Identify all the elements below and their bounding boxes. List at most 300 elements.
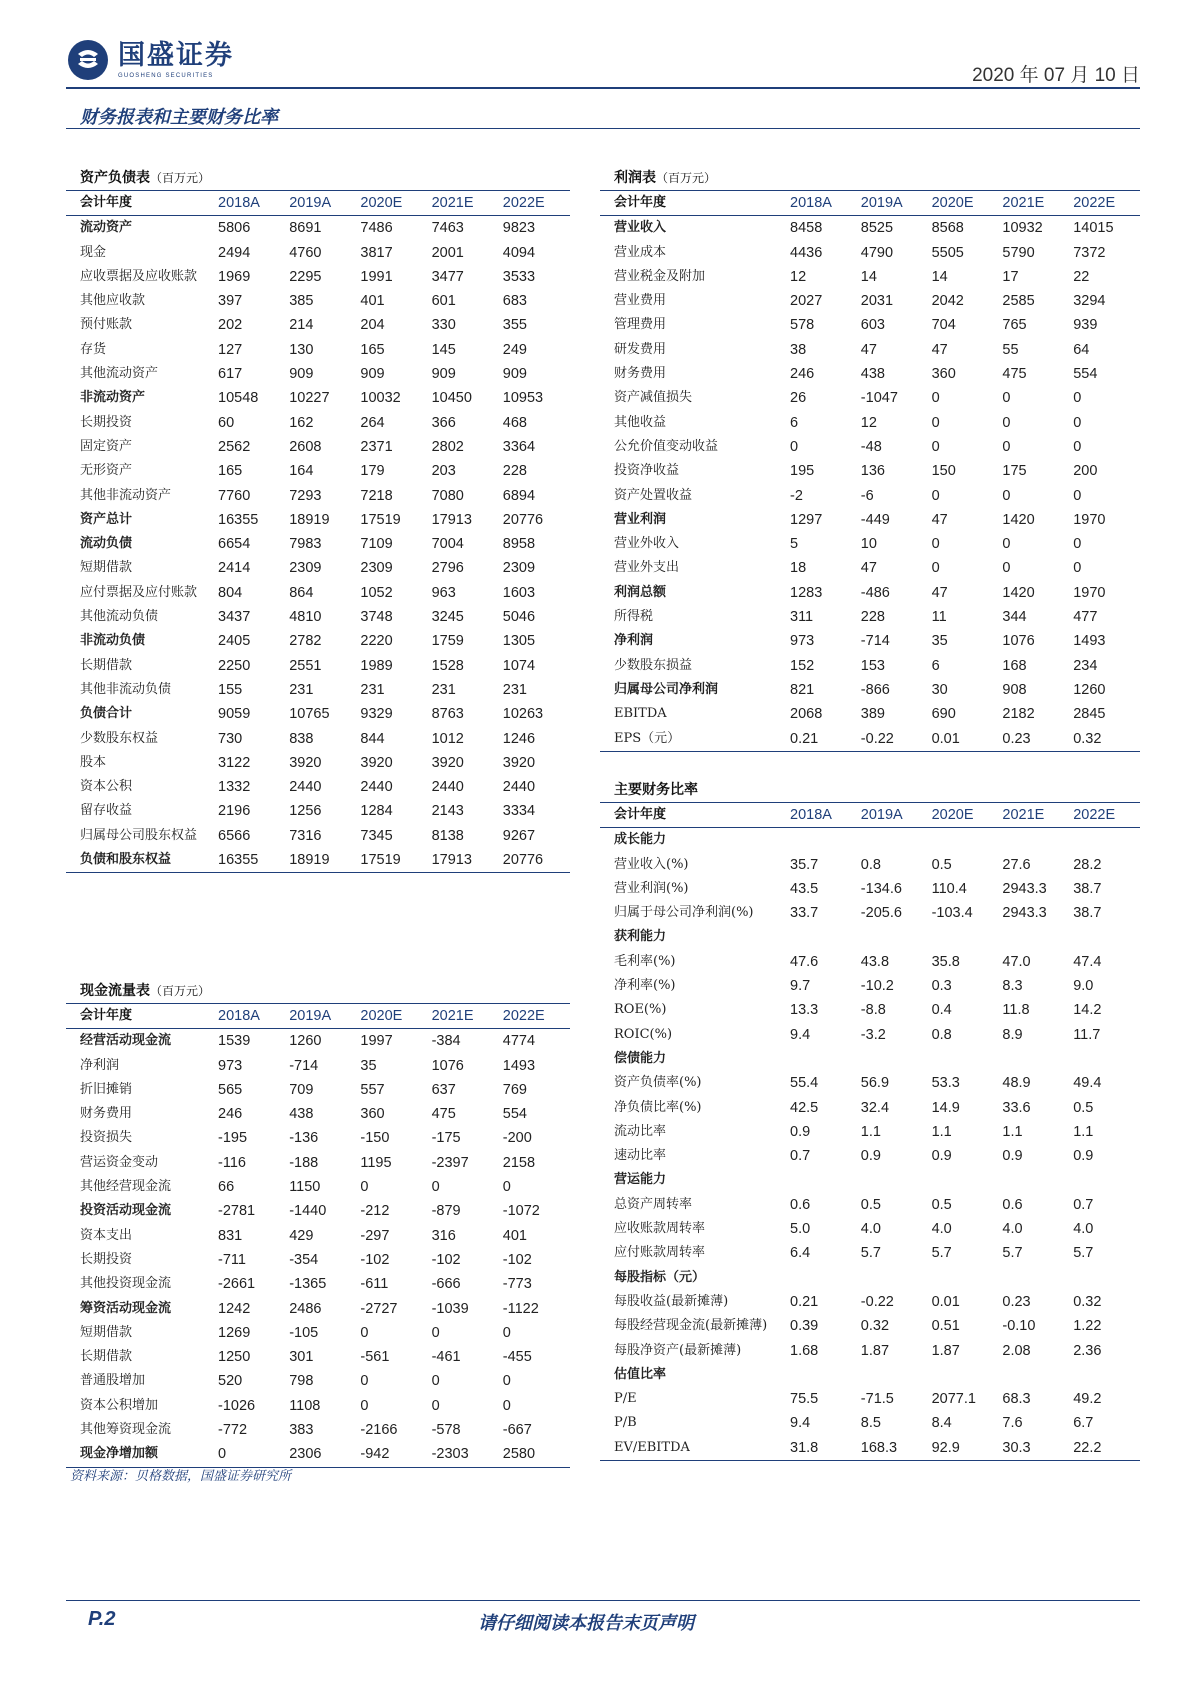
year-header: 2021E (431, 1008, 474, 1024)
table-cell: 0 (1002, 487, 1011, 504)
row-label: 利润总额 (614, 584, 667, 600)
row-label: 折旧摊销 (80, 1081, 133, 1097)
table-cell: -2397 (431, 1154, 469, 1171)
table-cell: 0 (1073, 438, 1082, 455)
table-cell: 165 (360, 341, 385, 358)
table-cell: 838 (289, 730, 314, 747)
table-cell: 47 (860, 341, 877, 358)
table-cell: 3817 (360, 244, 393, 261)
table-cell: 6566 (218, 827, 251, 844)
table-cell (928, 925, 999, 949)
table-cell: 20776 (502, 511, 544, 528)
table-cell (928, 1266, 999, 1290)
footer-disclaimer: 请仔细阅读本报告末页声明 (478, 1613, 694, 1634)
page-number: P.2 (88, 1608, 116, 1630)
table-cell (998, 1266, 1069, 1290)
table-cell: 12 (860, 414, 877, 431)
table-row (600, 998, 1140, 1022)
table-cell: -8.8 (860, 1002, 886, 1019)
table-cell: 475 (431, 1106, 456, 1123)
table-cell: 0 (1073, 414, 1082, 431)
table-cell: 0.6 (790, 1196, 811, 1213)
table-cell: 214 (289, 317, 314, 334)
table-cell: 3437 (218, 609, 251, 626)
row-label: 现金净增加额 (80, 1446, 159, 1462)
table-row (66, 1321, 570, 1345)
table-cell: 2845 (1073, 706, 1106, 723)
table-cell (786, 1168, 857, 1192)
row-label: 管理费用 (614, 317, 667, 333)
table-cell: -188 (289, 1154, 319, 1171)
table-cell: 110.4 (931, 880, 967, 897)
table-cell: -1122 (502, 1300, 539, 1317)
table-cell: 1759 (431, 633, 464, 650)
table-cell: 0.51 (931, 1318, 960, 1335)
table-cell: 55.4 (790, 1075, 819, 1092)
logo-chinese-name: 国盛证券 (118, 40, 234, 71)
row-label: 每股收益(最新摊薄) (614, 1293, 729, 1309)
row-label: 预付账款 (80, 317, 133, 333)
table-cell: 203 (431, 463, 456, 480)
table-cell: 5.0 (790, 1221, 811, 1238)
table-cell: 1420 (1002, 584, 1035, 601)
table-cell: 10263 (502, 706, 544, 723)
table-cell: 26 (790, 390, 807, 407)
table-cell: -195 (218, 1130, 248, 1147)
footer-divider (66, 1600, 1140, 1601)
table-row (600, 459, 1140, 483)
table-cell: 47 (931, 584, 948, 601)
table-cell: 228 (502, 463, 527, 480)
table-cell: 2562 (218, 438, 251, 455)
year-header: 2019A (860, 195, 903, 211)
table-row (66, 508, 570, 532)
table-cell: 17913 (431, 852, 472, 869)
table-cell: -0.22 (860, 1293, 894, 1310)
table-cell: 10765 (289, 706, 330, 723)
table-cell: 8.4 (931, 1415, 952, 1432)
table-cell: 1246 (502, 730, 536, 747)
table-cell: 4.0 (931, 1221, 952, 1238)
row-label: 归属母公司股东权益 (80, 827, 198, 843)
row-label: 其他经营现金流 (80, 1179, 172, 1195)
table-header-row (66, 191, 570, 216)
row-label: 负债合计 (80, 706, 133, 722)
table-cell: 5.7 (1002, 1245, 1023, 1262)
row-label: 其他非流动资产 (80, 487, 172, 503)
table-cell: 0.21 (790, 1293, 819, 1310)
table-cell: -71.5 (860, 1391, 894, 1408)
table-cell: 0.5 (1073, 1099, 1094, 1116)
table-cell: 66 (218, 1179, 235, 1196)
table-cell: 1256 (289, 803, 322, 820)
year-header: 2022E (502, 195, 545, 211)
table-cell: 7345 (360, 827, 393, 844)
table-row (66, 411, 570, 435)
table-cell: 973 (218, 1057, 243, 1074)
table-cell: -2781 (218, 1203, 256, 1220)
table-cell: 601 (431, 293, 456, 310)
table-row (66, 556, 570, 580)
table-cell: 10032 (360, 390, 401, 407)
table-cell: 16355 (218, 852, 259, 869)
table-cell: 3294 (1073, 293, 1106, 310)
table-cell: 3920 (360, 754, 393, 771)
table-row (66, 1126, 570, 1150)
table-cell: 3920 (289, 754, 322, 771)
year-header: 2021E (431, 195, 474, 211)
row-label: 其他收益 (614, 414, 667, 430)
table-cell: 578 (790, 317, 815, 334)
table-row (600, 1339, 1140, 1363)
table-row (600, 362, 1140, 386)
table-cell: 1074 (502, 657, 536, 674)
table-cell: 1332 (218, 779, 251, 796)
table-cell: 47.6 (790, 953, 819, 970)
row-label: 营业税金及附加 (614, 268, 706, 284)
income-statement-title: 利润表（百万元） (614, 170, 717, 186)
table-cell: -10.2 (860, 978, 894, 995)
year-header: 2019A (289, 1008, 332, 1024)
row-label: 资本支出 (80, 1227, 133, 1243)
table-cell: 20776 (502, 852, 544, 869)
table-cell: 10548 (218, 390, 259, 407)
table-cell: 3477 (431, 268, 464, 285)
table-cell: 2608 (289, 438, 322, 455)
table-cell: 9.0 (1073, 978, 1094, 995)
table-cell: 9.7 (790, 978, 811, 995)
table-cell: 821 (790, 681, 815, 698)
table-cell: 130 (289, 341, 314, 358)
table-cell: 204 (360, 317, 385, 334)
table-cell: 3245 (431, 609, 464, 626)
table-cell: 4.0 (1002, 1221, 1023, 1238)
table-cell: 1297 (790, 511, 823, 528)
row-label: 每股净资产(最新摊薄) (614, 1342, 742, 1358)
header-label: 会计年度 (614, 807, 667, 822)
table-cell: 0 (431, 1324, 440, 1341)
table-cell: -136 (289, 1130, 319, 1147)
table-cell: 2440 (431, 779, 464, 796)
table-row (66, 1054, 570, 1078)
row-label: 研发费用 (614, 341, 667, 357)
table-cell: -2303 (431, 1446, 469, 1463)
table-cell: 2027 (790, 293, 823, 310)
table-cell: 0 (502, 1397, 511, 1414)
table-cell (786, 1047, 857, 1071)
table-cell: 0 (931, 390, 940, 407)
table-cell: 554 (502, 1106, 527, 1123)
row-label: 总资产周转率 (614, 1196, 693, 1212)
year-header: 2020E (931, 807, 974, 823)
table-cell: 1.87 (931, 1342, 960, 1359)
row-label: 少数股东权益 (80, 730, 159, 746)
table-cell: 2001 (431, 244, 464, 261)
table-cell (786, 1266, 857, 1290)
table-cell: 603 (860, 317, 885, 334)
row-label: 所得税 (614, 609, 654, 625)
table-cell: 2943.3 (1002, 880, 1047, 897)
table-cell: 18919 (289, 511, 330, 528)
table-cell: 35 (360, 1057, 377, 1074)
table-cell: 38 (790, 341, 807, 358)
table-cell: 1076 (1002, 633, 1035, 650)
table-cell: 0 (360, 1373, 369, 1390)
table-cell (857, 1047, 928, 1071)
year-header: 2021E (1002, 195, 1045, 211)
row-label: 速动比率 (614, 1148, 667, 1164)
table-cell: -2166 (360, 1422, 398, 1439)
table-cell: 6654 (218, 536, 251, 553)
row-label: 财务费用 (80, 1106, 133, 1122)
row-label: 其他流动负债 (80, 609, 159, 625)
table-row (600, 605, 1140, 629)
table-cell: -205.6 (860, 905, 902, 922)
table-cell: 4774 (502, 1033, 536, 1050)
row-label: 营运资金变动 (80, 1154, 159, 1170)
table-cell: 1260 (1073, 681, 1106, 698)
table-cell: 8.9 (1002, 1026, 1023, 1043)
table-cell (1069, 828, 1140, 853)
table-cell: 2306 (289, 1446, 322, 1463)
table-row (600, 1168, 1140, 1192)
table-row (66, 265, 570, 289)
table-row (600, 1266, 1140, 1290)
table-cell: 0 (931, 560, 940, 577)
table-cell: 0.7 (1073, 1196, 1094, 1213)
table-cell: 316 (431, 1227, 456, 1244)
table-cell: 43.8 (860, 953, 890, 970)
table-cell: 0 (931, 487, 940, 504)
table-cell: 10227 (289, 390, 330, 407)
table-row (600, 1290, 1140, 1314)
table-cell: 127 (218, 341, 243, 358)
table-row (66, 751, 570, 775)
table-cell: 765 (1002, 317, 1027, 334)
table-header-row (66, 1004, 570, 1029)
table-row (600, 556, 1140, 580)
table-row (600, 950, 1140, 974)
table-cell: 355 (502, 317, 527, 334)
table-cell: -667 (502, 1422, 532, 1439)
table-cell: 47 (860, 560, 877, 577)
table-row (600, 265, 1140, 289)
table-cell: 704 (931, 317, 956, 334)
table-row (600, 386, 1140, 410)
table-cell: 3920 (502, 754, 536, 771)
table-cell: 4436 (790, 244, 823, 261)
table-cell: 3364 (502, 438, 536, 455)
table-cell: 909 (502, 366, 527, 383)
data-source-note: 资料来源：贝格数据，国盛证券研究所 (70, 1469, 292, 1484)
table-cell: 0.7 (790, 1148, 811, 1165)
table-cell: 909 (360, 366, 385, 383)
table-cell: -866 (860, 681, 890, 698)
table-cell: 0.23 (1002, 1293, 1031, 1310)
table-cell: 155 (218, 681, 243, 698)
table-cell: -103.4 (931, 905, 973, 922)
table-cell: 175 (1002, 463, 1027, 480)
table-cell: 49.4 (1073, 1075, 1102, 1092)
table-row (66, 289, 570, 313)
table-cell: 385 (289, 293, 314, 310)
table-cell: 565 (218, 1081, 243, 1098)
table-cell: 1250 (218, 1349, 251, 1366)
row-label: 营业利润(%) (614, 880, 689, 896)
table-cell (998, 1363, 1069, 1387)
table-row (66, 581, 570, 605)
table-cell: 831 (218, 1227, 243, 1244)
table-row (66, 435, 570, 459)
row-label: 流动负债 (80, 536, 133, 552)
table-cell: 0 (931, 536, 940, 553)
table-cell: 10932 (1002, 220, 1043, 237)
year-header: 2020E (360, 195, 403, 211)
table-cell: 1260 (289, 1033, 322, 1050)
table-cell: -200 (502, 1130, 532, 1147)
row-label: 每股经营现金流(最新摊薄) (614, 1318, 768, 1334)
table-cell: 360 (360, 1106, 385, 1123)
table-cell: 0 (1073, 560, 1082, 577)
table-cell: 2796 (431, 560, 464, 577)
table-cell: 2250 (218, 657, 251, 674)
table-cell: 42.5 (790, 1099, 819, 1116)
table-cell: 8763 (431, 706, 464, 723)
table-cell: 35 (931, 633, 948, 650)
table-cell: 168 (1002, 657, 1027, 674)
table-cell: 47.4 (1073, 953, 1102, 970)
section-divider (66, 128, 1140, 129)
table-cell: 1493 (502, 1057, 536, 1074)
table-cell: 0.8 (860, 856, 881, 873)
table-row (66, 727, 570, 751)
table-row (600, 1363, 1140, 1387)
table-cell: -2 (790, 487, 803, 504)
table-cell (1069, 1047, 1140, 1071)
table-cell: -102 (431, 1251, 461, 1268)
table-cell: 33.6 (1002, 1099, 1031, 1116)
table-cell: 0 (1073, 390, 1082, 407)
table-cell: -102 (360, 1251, 390, 1268)
table-cell: 2309 (289, 560, 322, 577)
table-cell: 2031 (860, 293, 894, 310)
table-cell: -212 (360, 1203, 390, 1220)
table-cell: 844 (360, 730, 385, 747)
table-cell: 1.1 (1073, 1123, 1094, 1140)
table-cell: 438 (289, 1106, 314, 1123)
table-cell: -6 (860, 487, 874, 504)
table-cell: 0 (360, 1397, 369, 1414)
table-cell: 8525 (860, 220, 894, 237)
table-cell: 0.32 (1073, 1293, 1102, 1310)
row-label: 少数股东损益 (614, 657, 693, 673)
table-cell (857, 1266, 928, 1290)
table-row (66, 824, 570, 848)
table-cell: -150 (360, 1130, 390, 1147)
table-row (600, 925, 1140, 949)
table-cell: -297 (360, 1227, 390, 1244)
table-cell: 0.4 (931, 1002, 952, 1019)
table-cell: 1108 (289, 1397, 321, 1414)
table-cell: -772 (218, 1422, 248, 1439)
table-cell: 33.7 (790, 905, 819, 922)
table-cell: 2580 (502, 1446, 536, 1463)
table-cell: 9.4 (790, 1026, 811, 1043)
table-cell: 637 (431, 1081, 456, 1098)
table-cell: 150 (931, 463, 956, 480)
table-cell: 0 (1002, 414, 1011, 431)
table-cell: -0.10 (1002, 1318, 1036, 1335)
table-cell: 2.36 (1073, 1342, 1102, 1359)
table-cell: 10953 (502, 390, 544, 407)
row-label: 长期投资 (80, 1251, 133, 1267)
table-cell: 4.0 (1073, 1221, 1094, 1238)
row-label: 其他筹资现金流 (80, 1422, 172, 1438)
table-cell: -666 (431, 1276, 461, 1293)
table-cell: 55 (1002, 341, 1019, 358)
table-cell: 8958 (502, 536, 536, 553)
table-cell: 5 (790, 536, 799, 553)
table-cell: 2494 (218, 244, 251, 261)
row-label: P/B (614, 1415, 637, 1431)
row-label: 归属于母公司净利润(%) (614, 905, 754, 921)
table-cell (1069, 925, 1140, 949)
table-cell: 0 (1002, 438, 1011, 455)
table-cell: 53.3 (931, 1075, 960, 1092)
table-cell (998, 1168, 1069, 1192)
table-cell (928, 1047, 999, 1071)
table-cell: 28.2 (1073, 856, 1102, 873)
row-label: 营运能力 (614, 1172, 667, 1188)
row-label: 长期借款 (80, 657, 133, 673)
table-row (66, 1175, 570, 1199)
row-label: 留存收益 (80, 803, 133, 819)
table-cell: -384 (431, 1033, 461, 1050)
row-label: 流动资产 (80, 220, 133, 236)
table-cell: -116 (218, 1154, 246, 1171)
table-cell: 2782 (289, 633, 322, 650)
table-cell: 0.32 (860, 1318, 890, 1335)
row-label: 公允价值变动收益 (614, 438, 719, 454)
row-label: 投资净收益 (614, 463, 680, 479)
table-cell: -134.6 (860, 880, 902, 897)
table-cell: 1970 (1073, 584, 1106, 601)
table-row (600, 877, 1140, 901)
row-label: 非流动负债 (80, 633, 146, 649)
table-cell: 246 (790, 366, 815, 383)
table-cell: 8691 (289, 220, 322, 237)
table-cell: 0 (1002, 536, 1011, 553)
row-label: 应收票据及应收账款 (80, 268, 198, 284)
report-date: 2020 年 07 月 10 日 (972, 65, 1140, 86)
table-cell: 557 (360, 1081, 385, 1098)
table-cell: 0.6 (1002, 1196, 1023, 1213)
table-cell: 2309 (360, 560, 393, 577)
table-cell: 1305 (502, 633, 536, 650)
header-divider (66, 87, 1140, 89)
table-cell: 18 (790, 560, 807, 577)
table-cell: 136 (860, 463, 885, 480)
table-cell: 0 (1002, 560, 1011, 577)
table-cell: 0.9 (860, 1148, 881, 1165)
row-label: 获利能力 (614, 929, 667, 945)
table-cell: 7316 (289, 827, 322, 844)
table-cell: 1997 (360, 1033, 393, 1050)
row-label: 营业成本 (614, 244, 667, 260)
table-cell: 17519 (360, 852, 401, 869)
table-row (600, 974, 1140, 998)
table-cell (928, 1363, 999, 1387)
